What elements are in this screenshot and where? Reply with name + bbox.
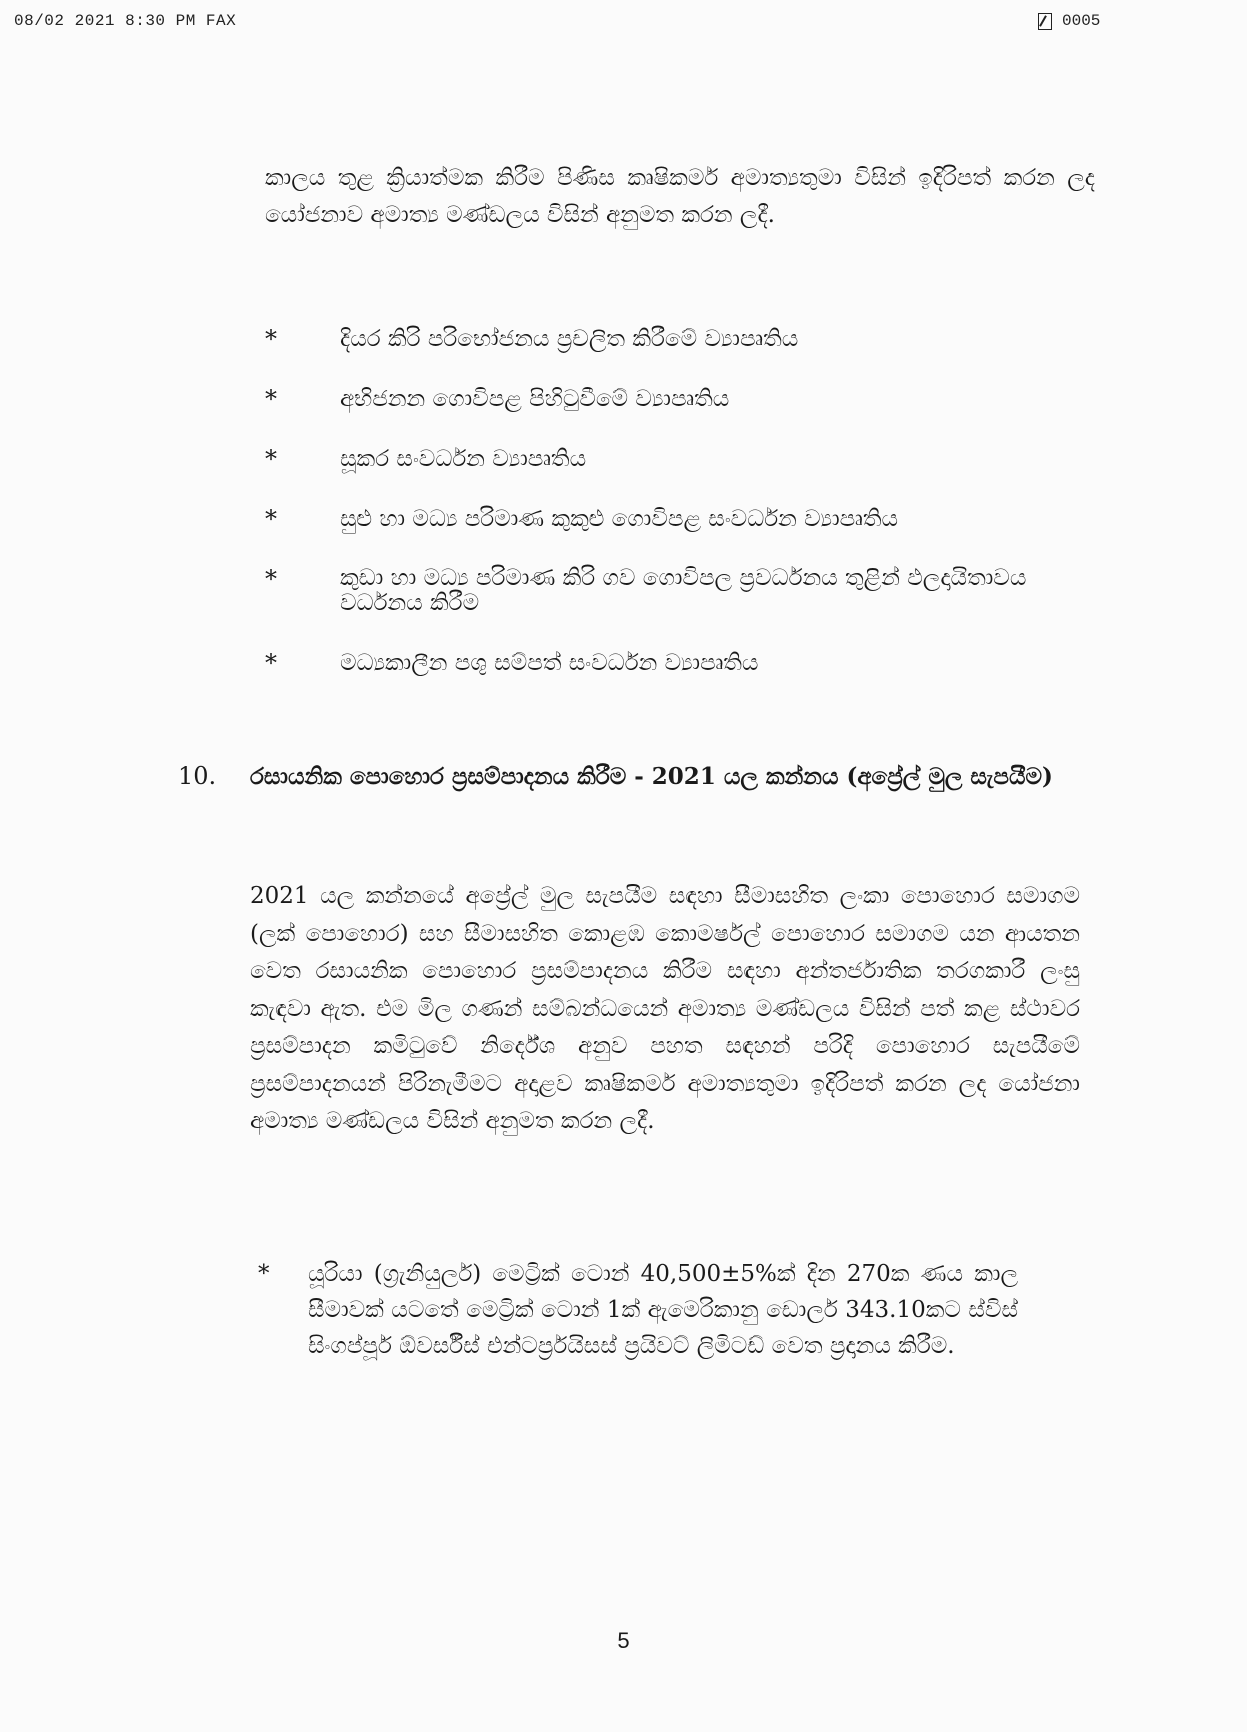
list-item: [265, 446, 1095, 472]
award-list-item: [258, 1256, 1018, 1364]
fax-page-indicator: [1038, 12, 1100, 30]
bullet-marker: *: [265, 325, 277, 353]
list-item: [265, 506, 1095, 532]
item-10-paragraph: 2021 යල කන්නයේ අප්‍රේල් මුල සැපයීම සඳහා සීමාසහිත ලංකා පොහොර සමාගම (ලක් පොහොර) සහ සීමාසහිත කොළඹ කොමර්ෂල් පොහොර සමාගම යන ආයතන වෙත රසායනික පොහොර ප්‍රසම්පාදනය කිරීම සඳහා අන්තර්ජාතික තරගකාරී ලංසු කැඳවා ඇත. එම මිල ගණන් සම්බන්ධයෙන් අමාත්‍ය මණ්ඩලය විසින් පත් කළ ස්ථාවර ප්‍රසම්පාදන කමිටුවේ නිර්දේශ අනුව පහත සඳහන් පරිදි පොහොර සැපයීමේ ප්‍රසම්පාදනයන් පිරිනැමීමට අදාළව කෘෂිකර්ම අමාත්‍යතුමා ඉදිරිපත් කරන ලද යෝජනා අමාත්‍ය මණ්ඩලය විසින් අනුමත කරන ලදී.: [250, 883, 1080, 1134]
list-item-text: අභිජනන ගොවිපළ පිහිටුවීමේ ව්‍යාපෘතිය: [340, 386, 730, 412]
list-item-text: යූරියා (ග්‍රැනියුලර්) මෙට්‍රික් ටොන් 40,500±5%ක් දින 270ක ණය කාල සීමාවක් යටතේ මෙට්‍රික් ටොන් 1ක් ඇමෙරිකානු ඩොලර් 343.10කට ස්විස් සිංගප්පූර් ඕවර්සීස් එන්ටර්ප්‍රයිසස් ප්‍රයිවට් ලිමිටඩ් වෙත ප්‍රදානය කිරීම.: [308, 1261, 1018, 1359]
item-10-heading: [178, 760, 1098, 793]
bullet-marker: *: [265, 649, 277, 677]
bullet-marker: *: [265, 445, 277, 473]
bullet-list: [265, 326, 1095, 710]
fax-checkbox-icon: [1038, 13, 1052, 30]
list-item-text: සුළු හා මධ්‍ය පරිමාණ කුකුළු ගොවිපළ සංවර්ධන ව්‍යාපෘතිය: [340, 506, 899, 532]
list-item-text: දියර කිරි පරිභෝජනය ප්‍රචලිත කිරීමේ ව්‍යාපෘතිය: [340, 326, 799, 352]
fax-page-code: 0005: [1062, 12, 1101, 30]
bullet-marker: *: [258, 1261, 270, 1287]
list-item-text: මධ්‍යකාලීන පශු සම්පත් සංවර්ධන ව්‍යාපෘතිය: [340, 650, 759, 676]
list-item: [265, 326, 1095, 352]
list-item-text: සූකර සංවර්ධන ව්‍යාපෘතිය: [340, 446, 587, 472]
bullet-marker: *: [265, 385, 277, 413]
list-item: [265, 386, 1095, 412]
fax-header-timestamp: 08/02 2021 8:30 PM FAX: [14, 12, 237, 30]
intro-paragraph: කාලය තුළ ක්‍රියාත්මක කිරීම පිණිස කෘෂිකර්ම අමාත්‍යතුමා විසින් ඉදිරිපත් කරන ලද යෝජනාව අමාත්‍ය මණ්ඩලය විසින් අනුමත කරන ලදී.: [265, 165, 1095, 228]
bullet-marker: *: [265, 505, 277, 533]
item-title: රසායනික පොහොර ප්‍රසම්පාදනය කිරීම - 2021 යල කන්නය (අප්‍රේල් මුල සැපයීම): [250, 763, 1053, 790]
list-item-text: කුඩා හා මධ්‍ය පරිමාණ කිරි ගව ගොවිපල ප්‍රවර්ධනය තුළින් ඵලදායිතාවය වර්ධනය කිරීම: [340, 565, 1027, 616]
bullet-marker: *: [265, 565, 277, 593]
list-item: [265, 650, 1095, 676]
page-number: 5: [617, 1628, 630, 1653]
list-item: [265, 566, 1095, 616]
item-number: 10.: [178, 762, 217, 790]
